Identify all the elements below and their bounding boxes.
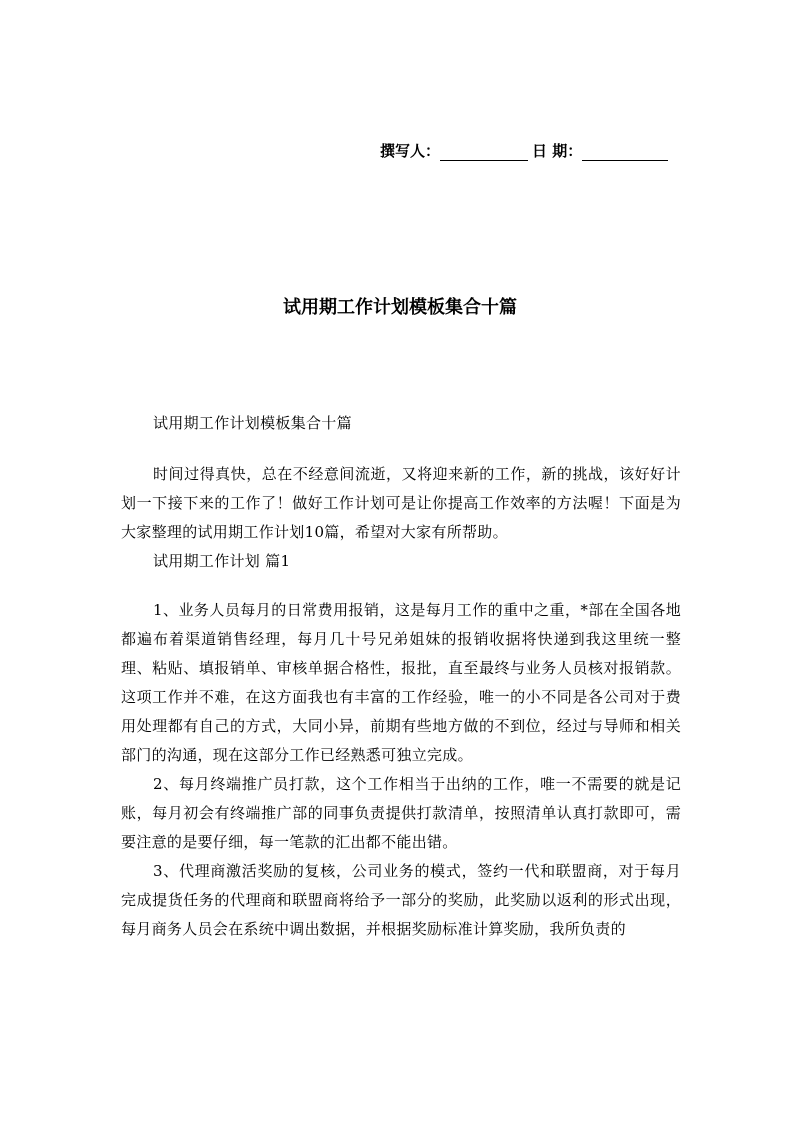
author-blank-field: [440, 146, 528, 161]
author-label: 撰写人：: [380, 142, 441, 160]
paragraph-item-2: 2、每月终端推广员打款，这个工作相当于出纳的工作，唯一不需要的就是记账，每月初会有终端推广部的同事负责提供打款清单，按照清单认真打款即可，需要注意的是要仔细，每一笔款的汇出都不能出错。: [121, 775, 681, 851]
subtitle: 试用期工作计划模板集合十篇: [153, 414, 352, 432]
paragraph-item-1: 1、业务人员每月的日常费用报销，这是每月工作的重中之重，*部在全国各地都遍布着渠道销售经理，每月几十号兄弟姐妹的报销收据将快递到我这里统一整理、粘贴、填报销单、审核单据合格性，报批，直至最终与业务人员核对报销款。这项工作并不难，在这方面我也有丰富的工作经验，唯一的小不同是各公司对于费用处理都有自己的方式，大同小异，前期有些地方做的不到位，经过与导师和相关部门的沟通，现在这部分工作已经熟悉可独立完成。: [121, 601, 681, 764]
date-label: 日 期：: [532, 142, 583, 160]
date-blank-field: [582, 146, 668, 161]
document-title: 试用期工作计划模板集合十篇: [283, 297, 517, 318]
author-date-line: [380, 140, 680, 161]
section-heading: 试用期工作计划 篇1: [153, 552, 291, 570]
intro-paragraph: 时间过得真快，总在不经意间流逝，又将迎来新的工作，新的挑战，该好好计划一下接下来的工作了！做好工作计划可是让你提高工作效率的方法喔！下面是为大家整理的试用期工作计划10篇，希望对大家有所帮助。: [121, 465, 681, 541]
paragraph-item-3: 3、代理商激活奖励的复核，公司业务的模式，签约一代和联盟商，对于每月完成提货任务的代理商和联盟商将给予一部分的奖励，此奖励以返利的形式出现，每月商务人员会在系统中调出数据，并根据奖励标准计算奖励，我所负责的: [121, 862, 681, 938]
document-body: [121, 409, 681, 944]
